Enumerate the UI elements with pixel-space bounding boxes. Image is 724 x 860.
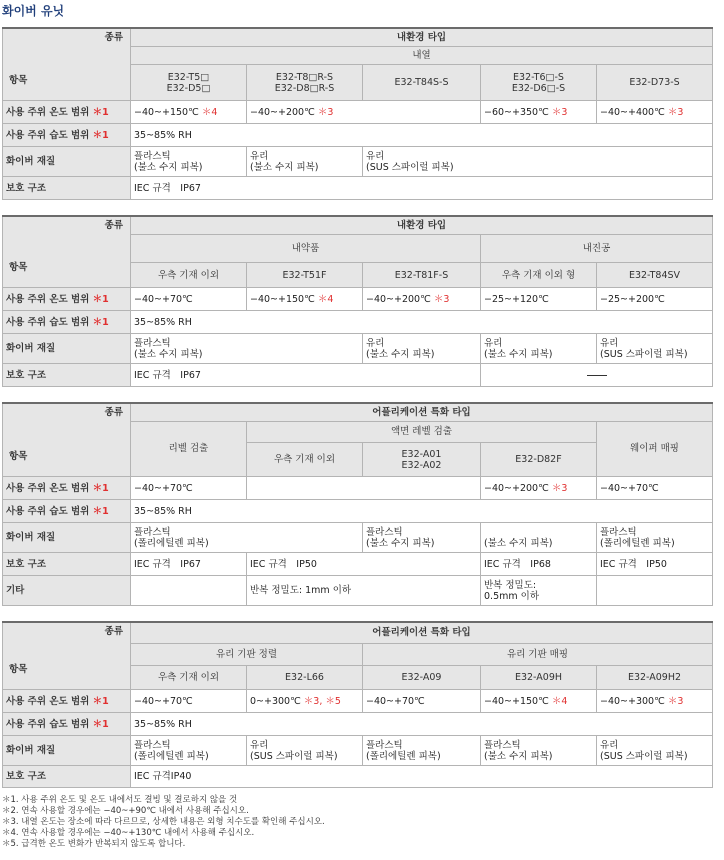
material-value: 유리 (불소 수지 피복) <box>247 147 363 177</box>
row-label-humidity: 사용 주위 습도 범위 ＊1 <box>3 124 131 147</box>
protection-value: IEC 규격 IP50 <box>247 553 481 576</box>
spec-table-3 <box>2 402 713 606</box>
group-header: 내진공 <box>481 234 713 263</box>
item-label: 항목 <box>9 262 28 273</box>
row-label-protection: 보호 구조 <box>3 553 131 576</box>
model-header: E32-T5□ E32-D5□ <box>131 65 247 101</box>
temp-value: −40~+300℃ ＊3 <box>597 690 713 713</box>
row-label-material: 화이버 재질 <box>3 523 131 553</box>
material-value: 플라스틱 (폴리에틸렌 피복) <box>363 736 481 766</box>
kind-label: 종류 <box>104 626 123 637</box>
group-header: 웨이퍼 매핑 <box>597 421 713 477</box>
group-header: 내열 <box>131 46 713 64</box>
material-value: 플라스틱 (폴리에틸렌 피복) <box>597 523 713 553</box>
temp-value: −40~+70℃ <box>131 477 247 500</box>
row-label-protection: 보호 구조 <box>3 766 131 788</box>
type-header: 어플리케이션 특화 타입 <box>131 622 713 643</box>
other-value: 반복 정밀도: 1mm 이하 <box>247 576 481 606</box>
material-value: 플라스틱 (폴리에틸렌 피복) <box>131 523 363 553</box>
footnotes <box>2 795 717 850</box>
material-value: 플라스틱 (불소 수지 피복) <box>131 334 363 364</box>
model-header: E32-T84SV <box>597 263 713 288</box>
protection-value: IEC 규격 IP50 <box>597 553 713 576</box>
other-value-empty <box>597 576 713 606</box>
table-corner <box>3 622 131 690</box>
temp-value: −40~+150℃ ＊4 <box>481 690 597 713</box>
group-header: 유리 기판 정렬 <box>131 643 363 666</box>
protection-value: IEC 규격IP40 <box>131 766 713 788</box>
model-header: E32-A09H2 <box>597 666 713 690</box>
model-header: E32-A09 <box>363 666 481 690</box>
kind-label: 종류 <box>104 220 123 231</box>
protection-value: IEC 규격 IP67 <box>131 364 481 387</box>
footnote: ＊5. 급격한 온도 변화가 반복되지 않도록 합니다. <box>2 839 186 849</box>
model-header: E32-T81F-S <box>363 263 481 288</box>
protection-value: IEC 규격 IP67 <box>131 553 247 576</box>
temp-value: −40~+70℃ <box>131 690 247 713</box>
model-header: E32-T6□-S E32-D6□-S <box>481 65 597 101</box>
temp-value: −60~+350℃ ＊3 <box>481 101 597 124</box>
type-header: 내환경 타입 <box>131 216 713 234</box>
table-corner <box>3 403 131 477</box>
model-header: E32-T8□R-S E32-D8□R-S <box>247 65 363 101</box>
item-label: 항목 <box>9 664 28 675</box>
group-header: 내약품 <box>131 234 481 263</box>
row-label-material: 화이버 재질 <box>3 736 131 766</box>
row-label-material: 화이버 재질 <box>3 147 131 177</box>
model-header: E32-D82F <box>481 443 597 477</box>
spec-table-2 <box>2 215 713 387</box>
humidity-value: 35~85% RH <box>131 311 713 334</box>
temp-value: −40~+200℃ ＊3 <box>247 101 481 124</box>
row-label-temp: 사용 주위 온도 범위 ＊1 <box>3 690 131 713</box>
kind-label: 종류 <box>104 32 123 43</box>
temp-value: −40~+200℃ ＊3 <box>363 288 481 311</box>
row-label-humidity: 사용 주위 습도 범위 ＊1 <box>3 311 131 334</box>
row-label-material: 화이버 재질 <box>3 334 131 364</box>
temp-value: −40~+400℃ ＊3 <box>597 101 713 124</box>
item-label: 항목 <box>9 451 28 462</box>
model-header: 우측 기재 이외 <box>131 263 247 288</box>
group-header: 액면 레벨 검출 <box>247 421 597 443</box>
model-header: E32-T51F <box>247 263 363 288</box>
row-label-other: 기타 <box>3 576 131 606</box>
table-corner <box>3 28 131 101</box>
row-label-protection: 보호 구조 <box>3 364 131 387</box>
row-label-temp: 사용 주위 온도 범위 ＊1 <box>3 101 131 124</box>
material-value: 유리 (SUS 스파이럴 피복) <box>597 334 713 364</box>
model-header: 우측 기재 이외 <box>131 666 247 690</box>
temp-value: −40~+70℃ <box>131 288 247 311</box>
page-title: 화이버 유닛 <box>2 4 65 18</box>
protection-value-none <box>481 364 713 387</box>
table-corner <box>3 216 131 288</box>
material-value: 유리 (SUS 스파이럴 피복) <box>247 736 363 766</box>
material-value: 유리 (SUS 스파이럴 피복) <box>597 736 713 766</box>
model-header: E32-T84S-S <box>363 65 481 101</box>
model-header: 우측 기재 이외 형 <box>481 263 597 288</box>
material-value: (불소 수지 피복) <box>481 523 597 553</box>
material-value: 플라스틱 (불소 수지 피복) <box>481 736 597 766</box>
kind-label: 종류 <box>104 407 123 418</box>
temp-value: −40~+150℃ ＊4 <box>131 101 247 124</box>
model-header: 우측 기재 이외 <box>247 443 363 477</box>
humidity-value: 35~85% RH <box>131 713 713 736</box>
row-label-humidity: 사용 주위 습도 범위 ＊1 <box>3 713 131 736</box>
spec-table-4 <box>2 621 713 788</box>
type-header: 내환경 타입 <box>131 28 713 46</box>
temp-value: −40~+70℃ <box>597 477 713 500</box>
row-label-humidity: 사용 주위 습도 범위 ＊1 <box>3 500 131 523</box>
item-label: 항목 <box>9 75 28 86</box>
row-label-temp: 사용 주위 온도 범위 ＊1 <box>3 477 131 500</box>
dash-mark <box>587 375 607 376</box>
footnote: ＊3. 내열 온도는 장소에 따라 다르므로, 상세한 내용은 외형 치수도를 확인해 주십시오. <box>2 817 325 827</box>
material-value: 유리 (불소 수지 피복) <box>481 334 597 364</box>
humidity-value: 35~85% RH <box>131 124 713 147</box>
material-value: 플라스틱 (폴리에틸렌 피복) <box>131 736 247 766</box>
model-header: E32-A01 E32-A02 <box>363 443 481 477</box>
protection-value: IEC 규격 IP68 <box>481 553 597 576</box>
temp-value-empty <box>247 477 481 500</box>
footnote: ＊1. 사용 주위 온도 및 온도 내에서도 결빙 및 결로하지 않을 것 <box>2 795 238 805</box>
temp-value: −25~+200℃ <box>597 288 713 311</box>
material-value: 플라스틱 (불소 수지 피복) <box>363 523 481 553</box>
row-label-temp: 사용 주위 온도 범위 ＊1 <box>3 288 131 311</box>
temp-value: −40~+70℃ <box>363 690 481 713</box>
other-value: 반복 정밀도: 0.5mm 이하 <box>481 576 597 606</box>
footnote: ＊4. 연속 사용할 경우에는 −40~+130℃ 내에서 사용해 주십시오. <box>2 828 255 838</box>
other-value-empty <box>131 576 247 606</box>
spec-table-1 <box>2 27 713 200</box>
model-header: E32-D73-S <box>597 65 713 101</box>
material-value: 유리 (SUS 스파이럴 피복) <box>363 147 713 177</box>
protection-value: IEC 규격 IP67 <box>131 177 713 200</box>
material-value: 플라스틱 (불소 수지 피복) <box>131 147 247 177</box>
model-header: E32-L66 <box>247 666 363 690</box>
model-header: E32-A09H <box>481 666 597 690</box>
temp-value: −40~+150℃ ＊4 <box>247 288 363 311</box>
group-header: 유리 기판 매핑 <box>363 643 713 666</box>
row-label-protection: 보호 구조 <box>3 177 131 200</box>
temp-value: −25~+120℃ <box>481 288 597 311</box>
footnote: ＊2. 연속 사용할 경우에는 −40~+90℃ 내에서 사용해 주십시오. <box>2 806 249 816</box>
type-header: 어플리케이션 특화 타입 <box>131 403 713 421</box>
temp-value: −40~+200℃ ＊3 <box>481 477 597 500</box>
humidity-value: 35~85% RH <box>131 500 713 523</box>
group-header: 리벨 검출 <box>131 421 247 477</box>
temp-value: 0~+300℃ ＊3, ＊5 <box>247 690 363 713</box>
material-value: 유리 (불소 수지 피복) <box>363 334 481 364</box>
